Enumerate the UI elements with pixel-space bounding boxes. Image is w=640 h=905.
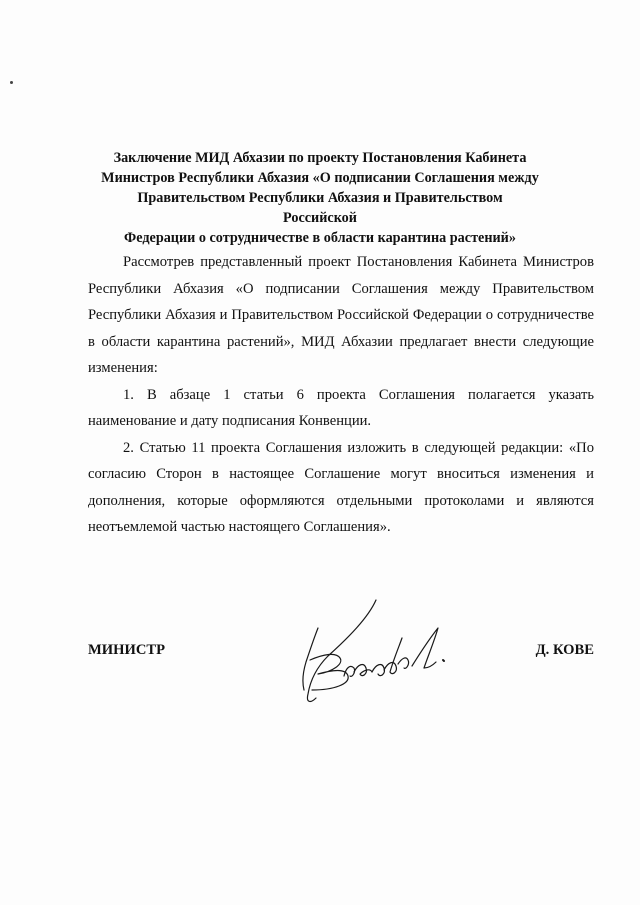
title-line: Заключение МИД Абхазии по проекту Постановления Кабинета: [113, 150, 527, 166]
amendment-1-paragraph: 1. В абзаце 1 статьи 6 проекта Соглашения полагается указать наименование и дату подписания Конвенции.: [88, 386, 594, 429]
intro-paragraph: Рассмотрев представленный проект Постановления Кабинета Министров Республики Абхазия «О подписании Соглашения между Правительством Республики Абхазия и Правительством Российской Федерации о сотрудничестве в области карантина растений», МИД Абхазии предлагает внести следующие изменения:: [88, 254, 594, 376]
title-line: Федерации о сотрудничестве в области карантина растений»: [124, 230, 516, 246]
handwritten-signature: [288, 598, 468, 708]
signatory-name: Д. КОВЕ: [535, 642, 594, 658]
amendment-2-paragraph: 2. Статью 11 проекта Соглашения изложить в следующей редакции: «По согласию Сторон в настоящее Соглашение могут вноситься изменения и дополнения, которые оформляются отдельными протоколами и являются неотъемлемой частью настоящего Соглашения».: [88, 439, 594, 535]
signatory-title: МИНИСТР: [88, 642, 166, 658]
document-title: [100, 148, 540, 248]
scan-speck: [10, 81, 13, 84]
title-line: Правительством Республики Абхазия и Правительством Российской: [137, 190, 503, 226]
document-body: [88, 249, 594, 541]
title-line: Министров Республики Абхазия «О подписании Соглашения между: [101, 170, 539, 186]
